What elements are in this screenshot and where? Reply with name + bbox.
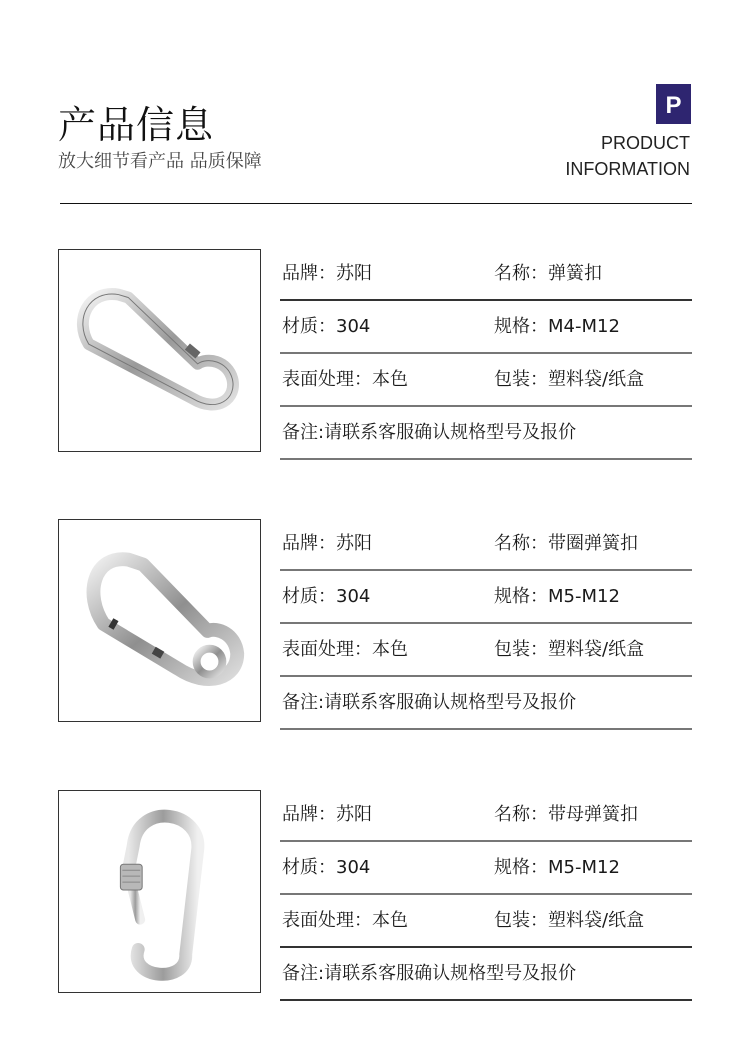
english-heading-line2: INFORMATION	[565, 159, 690, 179]
spec-field: 规格：M5-M12	[494, 586, 620, 607]
info-row	[280, 302, 692, 354]
brand-field: 品牌：苏阳	[282, 804, 372, 825]
info-row	[280, 790, 692, 842]
info-row	[280, 572, 692, 624]
snap-hook-icon	[59, 250, 260, 451]
english-heading	[565, 130, 690, 182]
packaging-field: 包装：塑料袋/纸盒	[494, 369, 645, 390]
material-field: 材质：304	[282, 316, 371, 337]
name-field: 名称：弹簧扣	[494, 263, 602, 284]
product-image-snap-hook	[58, 249, 261, 452]
info-row	[280, 408, 692, 460]
info-row	[280, 949, 692, 1001]
product-image-locking-snap-hook	[58, 790, 261, 993]
info-row	[280, 625, 692, 677]
packaging-field: 包装：塑料袋/纸盒	[494, 910, 645, 931]
eyelet-snap-hook-icon	[59, 520, 260, 721]
name-field: 名称：带圈弹簧扣	[494, 533, 638, 554]
locking-snap-hook-icon	[59, 791, 260, 992]
note-field: 备注:请联系客服确认规格型号及报价	[282, 963, 577, 984]
note-field: 备注:请联系客服确认规格型号及报价	[282, 692, 577, 713]
packaging-field: 包装：塑料袋/纸盒	[494, 639, 645, 660]
material-field: 材质：304	[282, 857, 371, 878]
name-field: 名称：带母弹簧扣	[494, 804, 638, 825]
page-subtitle: 放大细节看产品 品质保障	[58, 151, 262, 172]
surface-field: 表面处理：本色	[282, 639, 408, 660]
info-row	[280, 249, 692, 301]
info-row	[280, 896, 692, 948]
spec-field: 规格：M5-M12	[494, 857, 620, 878]
info-row	[280, 843, 692, 895]
product-card	[0, 249, 750, 459]
info-row	[280, 519, 692, 571]
page-title: 产品信息	[58, 103, 215, 147]
header-divider	[60, 203, 692, 204]
brand-field: 品牌：苏阳	[282, 533, 372, 554]
surface-field: 表面处理：本色	[282, 910, 408, 931]
english-heading-line1: PRODUCT	[601, 133, 690, 153]
material-field: 材质：304	[282, 586, 371, 607]
p-badge-icon: P	[656, 84, 691, 124]
info-row	[280, 355, 692, 407]
product-image-eyelet-snap-hook	[58, 519, 261, 722]
surface-field: 表面处理：本色	[282, 369, 408, 390]
brand-field: 品牌：苏阳	[282, 263, 372, 284]
info-row	[280, 678, 692, 730]
spec-field: 规格：M4-M12	[494, 316, 620, 337]
product-card	[0, 790, 750, 1000]
note-field: 备注:请联系客服确认规格型号及报价	[282, 422, 577, 443]
product-card	[0, 519, 750, 729]
